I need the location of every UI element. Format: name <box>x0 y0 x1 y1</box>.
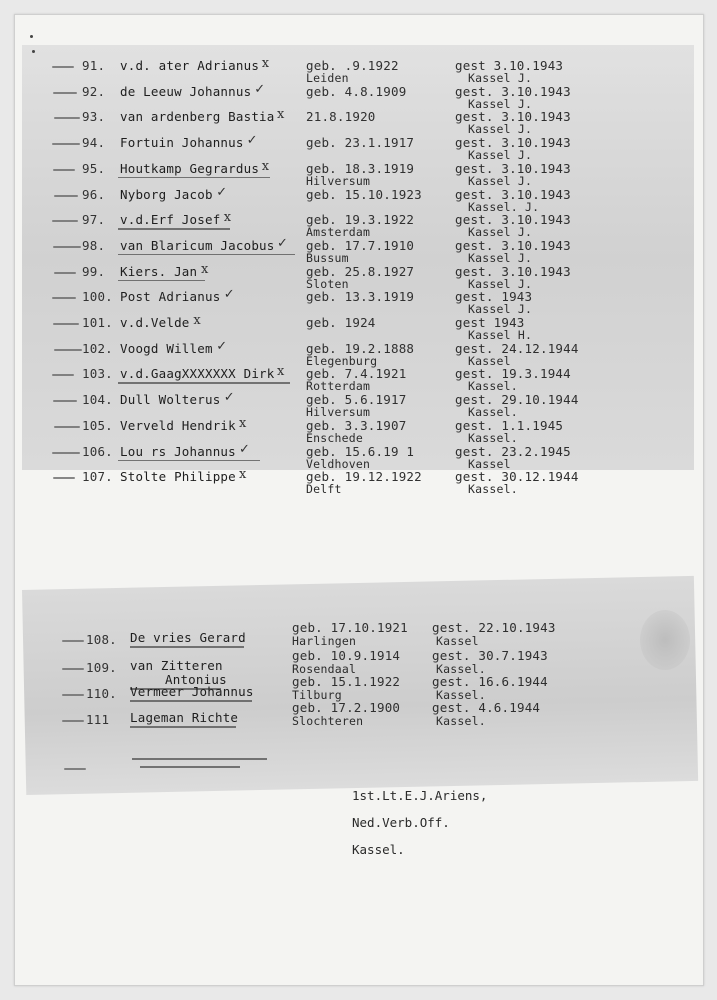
birth-date: geb. 23.1.1917 <box>306 135 415 151</box>
handwritten-crossed-entry <box>132 758 267 760</box>
entry-number: 94. <box>82 135 106 151</box>
tick-mark: x <box>193 313 201 328</box>
death-date: gest. 3.10.1943 <box>455 237 571 253</box>
check-dash <box>54 426 80 428</box>
name-underline <box>130 646 244 648</box>
entry-number: 105. <box>82 417 113 433</box>
check-dash <box>54 272 76 274</box>
entry-number: 91. <box>82 58 106 73</box>
birth-date: geb. 15.1.1922 <box>292 674 401 689</box>
birth-place: Leiden <box>306 71 349 85</box>
birth-place: Tilburg <box>292 688 342 702</box>
death-date: gest. 3.10.1943 <box>455 135 571 151</box>
check-dash <box>53 169 75 171</box>
death-place: Kassel. <box>468 405 518 420</box>
birth-date: geb. 17.2.1900 <box>292 700 401 715</box>
entry-number: 110. <box>86 686 117 701</box>
birth-place: Bussum <box>306 250 349 265</box>
tick-mark: ✓ <box>239 441 251 457</box>
death-place: Kassel J. <box>468 302 533 317</box>
birth-place: Sloten <box>306 276 349 291</box>
tick-mark: x <box>277 107 285 123</box>
person-name: Fortuin Johannus <box>120 135 244 151</box>
death-date: gest. 3.10.1943 <box>455 263 571 279</box>
death-place: Kassel J. <box>468 250 533 265</box>
entry-number: 109. <box>86 660 117 675</box>
handwritten-crossed-entry <box>140 766 240 768</box>
death-place: Kassel J. <box>468 96 533 111</box>
entry-number: 107. <box>82 469 113 485</box>
person-name: Dull Wolterus <box>120 392 221 408</box>
name-underline <box>118 254 295 256</box>
person-name: Kiers. Jan <box>120 263 198 279</box>
birth-date: geb. 1924 <box>306 315 376 330</box>
check-dash <box>53 246 81 248</box>
birth-date: geb. 19.2.1888 <box>306 340 415 356</box>
birth-date: geb. 10.9.1914 <box>292 648 401 663</box>
entry-number: 104. <box>82 392 113 408</box>
name-underline <box>118 228 230 230</box>
person-name: van Blaricum Jacobus <box>120 237 275 253</box>
death-place: Kassel <box>468 456 511 471</box>
entry-number: 101. <box>82 315 113 330</box>
death-place: Kassel H. <box>468 328 533 342</box>
death-place: Kassel <box>436 634 479 648</box>
birth-place: Elegenburg <box>306 353 378 368</box>
person-name: van Zitteren <box>130 658 223 673</box>
person-name: Houtkamp Gegrardus <box>120 160 260 176</box>
death-date: gest. 3.10.1943 <box>455 186 571 202</box>
death-place: Kassel. <box>436 662 486 676</box>
name-underline <box>130 726 236 728</box>
check-dash <box>53 92 77 94</box>
check-dash <box>53 477 75 479</box>
person-name: v.d.Erf Josef <box>120 212 221 228</box>
person-name: Lou rs Johannus <box>120 443 236 459</box>
death-date: gest 3.10.1943 <box>455 58 564 73</box>
death-date: gest. 16.6.1944 <box>432 674 548 689</box>
death-date: gest. 22.10.1943 <box>432 620 556 635</box>
death-place: Kassel <box>468 353 511 368</box>
birth-place: Rosendaal <box>292 662 357 676</box>
death-place: Kassel J. <box>468 71 533 85</box>
birth-date: geb. 25.8.1927 <box>306 263 415 279</box>
entry-number: 106. <box>82 443 113 459</box>
person-name: van ardenberg Bastia <box>120 109 275 125</box>
entry-number: 96. <box>82 186 106 202</box>
person-name: Stolte Philippe <box>120 469 236 485</box>
check-dash <box>54 349 82 351</box>
entry-number: 92. <box>82 83 106 99</box>
death-place: Kassel J. <box>468 276 533 291</box>
name-underline <box>118 177 270 179</box>
death-date: gest. 3.10.1943 <box>455 109 571 125</box>
birth-date: geb. 19.3.1922 <box>306 212 415 228</box>
entry-number: 103. <box>82 366 113 382</box>
tick-mark: x <box>239 467 247 483</box>
death-date: gest. 24.12.1944 <box>455 340 579 356</box>
check-dash <box>62 668 84 670</box>
person-name: de Leeuw Johannus <box>120 83 252 99</box>
birth-date: geb. 13.3.1919 <box>306 289 415 305</box>
tick-mark: ✓ <box>254 81 266 97</box>
birth-place: Rotterdam <box>306 379 371 394</box>
birth-date: geb. 17.7.1910 <box>306 237 415 253</box>
check-dash <box>52 220 78 222</box>
death-place: Kassel. <box>436 714 486 728</box>
paper-stain <box>640 610 690 670</box>
person-name: Nyborg Jacob <box>120 186 213 202</box>
birth-date: geb. 4.8.1909 <box>306 83 407 99</box>
signature-title: Ned.Verb.Off. <box>352 815 450 830</box>
person-name: v.d.Velde <box>120 315 190 330</box>
entry-number: 95. <box>82 160 106 176</box>
death-date: gest. 29.10.1944 <box>455 392 579 408</box>
check-dash <box>52 297 76 299</box>
birth-date: geb. 18.3.1919 <box>306 160 415 176</box>
death-place: Kassel. <box>468 379 518 394</box>
birth-date: geb. 5.6.1917 <box>306 392 407 408</box>
check-dash <box>62 720 84 722</box>
entry-number: 99. <box>82 263 106 279</box>
tick-mark: ✓ <box>246 133 258 149</box>
margin-dot <box>32 50 35 53</box>
birth-place: Enschede <box>306 430 363 445</box>
death-place: Kassel. <box>468 482 518 497</box>
death-place: Kassel J. <box>468 173 533 188</box>
name-underline <box>130 700 252 702</box>
tick-mark: x <box>261 158 270 174</box>
death-place: Kassel. <box>436 688 486 702</box>
death-place: Kassel. <box>468 430 518 445</box>
birth-date: 21.8.1920 <box>306 109 376 125</box>
tick-mark: x <box>223 210 232 226</box>
person-name: Verveld Hendrik <box>120 417 236 433</box>
entry-number: 111 <box>86 712 110 727</box>
check-dash <box>54 195 78 197</box>
name-underline <box>118 460 260 462</box>
tick-mark: x <box>239 415 247 431</box>
name-underline <box>118 382 290 384</box>
person-name: Lageman Richte <box>130 710 239 725</box>
check-dash <box>53 323 79 325</box>
birth-place: Delft <box>306 482 342 497</box>
check-dash <box>64 768 86 770</box>
entry-number: 102. <box>82 340 113 356</box>
death-place: Kassel J. <box>468 148 533 163</box>
check-dash <box>52 452 80 454</box>
birth-date: geb. 3.3.1907 <box>306 417 407 433</box>
check-dash <box>53 400 77 402</box>
birth-place: Hilversum <box>306 173 371 188</box>
birth-date: geb. 19.12.1922 <box>306 469 422 485</box>
person-name: Voogd Willem <box>120 340 213 356</box>
death-place: Kassel. J. <box>468 199 540 214</box>
tick-mark: ✓ <box>216 338 228 354</box>
entry-number: 98. <box>82 237 106 253</box>
death-date: gest. 30.7.1943 <box>432 648 548 663</box>
tick-mark: ✓ <box>216 184 228 200</box>
death-date: gest 1943 <box>455 315 525 330</box>
person-name: De vries Gerard <box>130 630 246 645</box>
tick-mark: x <box>201 261 209 277</box>
person-name-continued: Antonius <box>165 672 227 687</box>
birth-place: Slochteren <box>292 714 364 728</box>
death-place: Kassel J. <box>468 122 533 137</box>
check-dash <box>52 66 74 68</box>
tick-mark: ✓ <box>223 390 235 406</box>
birth-place: Veldhoven <box>306 456 371 471</box>
tick-mark: x <box>277 364 285 380</box>
tick-mark: x <box>261 56 270 71</box>
death-date: gest. 23.2.1945 <box>455 443 571 459</box>
entry-number: 97. <box>82 212 106 228</box>
check-dash <box>62 640 84 642</box>
birth-place: Hilversum <box>306 405 371 420</box>
person-name: Post Adrianus <box>120 289 221 305</box>
name-underline <box>118 280 205 282</box>
birth-date: geb. 15.10.1923 <box>306 186 422 202</box>
entry-number: 93. <box>82 109 106 125</box>
tick-mark: ✓ <box>223 287 235 303</box>
birth-date: geb. 7.4.1921 <box>306 366 407 382</box>
check-dash <box>52 143 80 145</box>
person-name: v.d.GaagXXXXXXX Dirk <box>120 366 275 382</box>
death-place: Kassel J. <box>468 225 533 240</box>
birth-place: Harlingen <box>292 634 357 648</box>
birth-place: Amsterdam <box>306 225 371 240</box>
death-date: gest. 3.10.1943 <box>455 83 571 99</box>
death-date: gest. 3.10.1943 <box>455 160 571 176</box>
birth-date: geb. 17.10.1921 <box>292 620 408 635</box>
person-name: Vermeer Johannus <box>130 684 254 699</box>
tick-mark: ✓ <box>277 235 289 251</box>
death-date: gest. 19.3.1944 <box>455 366 571 382</box>
death-date: gest. 4.6.1944 <box>432 700 541 715</box>
death-date: gest. 1.1.1945 <box>455 417 564 433</box>
birth-date: geb. 15.6.19 1 <box>306 443 415 459</box>
signature-place: Kassel. <box>352 842 405 857</box>
person-name: v.d. ater Adrianus <box>120 58 260 73</box>
death-date: gest. 30.12.1944 <box>455 469 579 485</box>
check-dash <box>62 694 84 696</box>
entry-number: 100. <box>82 289 113 305</box>
death-date: gest. 3.10.1943 <box>455 212 571 228</box>
death-date: gest. 1943 <box>455 289 533 305</box>
margin-dot <box>30 35 33 38</box>
signature-rank-name: 1st.Lt.E.J.Ariens, <box>352 788 488 803</box>
entry-number: 108. <box>86 632 117 647</box>
birth-date: geb. .9.1922 <box>306 58 399 73</box>
